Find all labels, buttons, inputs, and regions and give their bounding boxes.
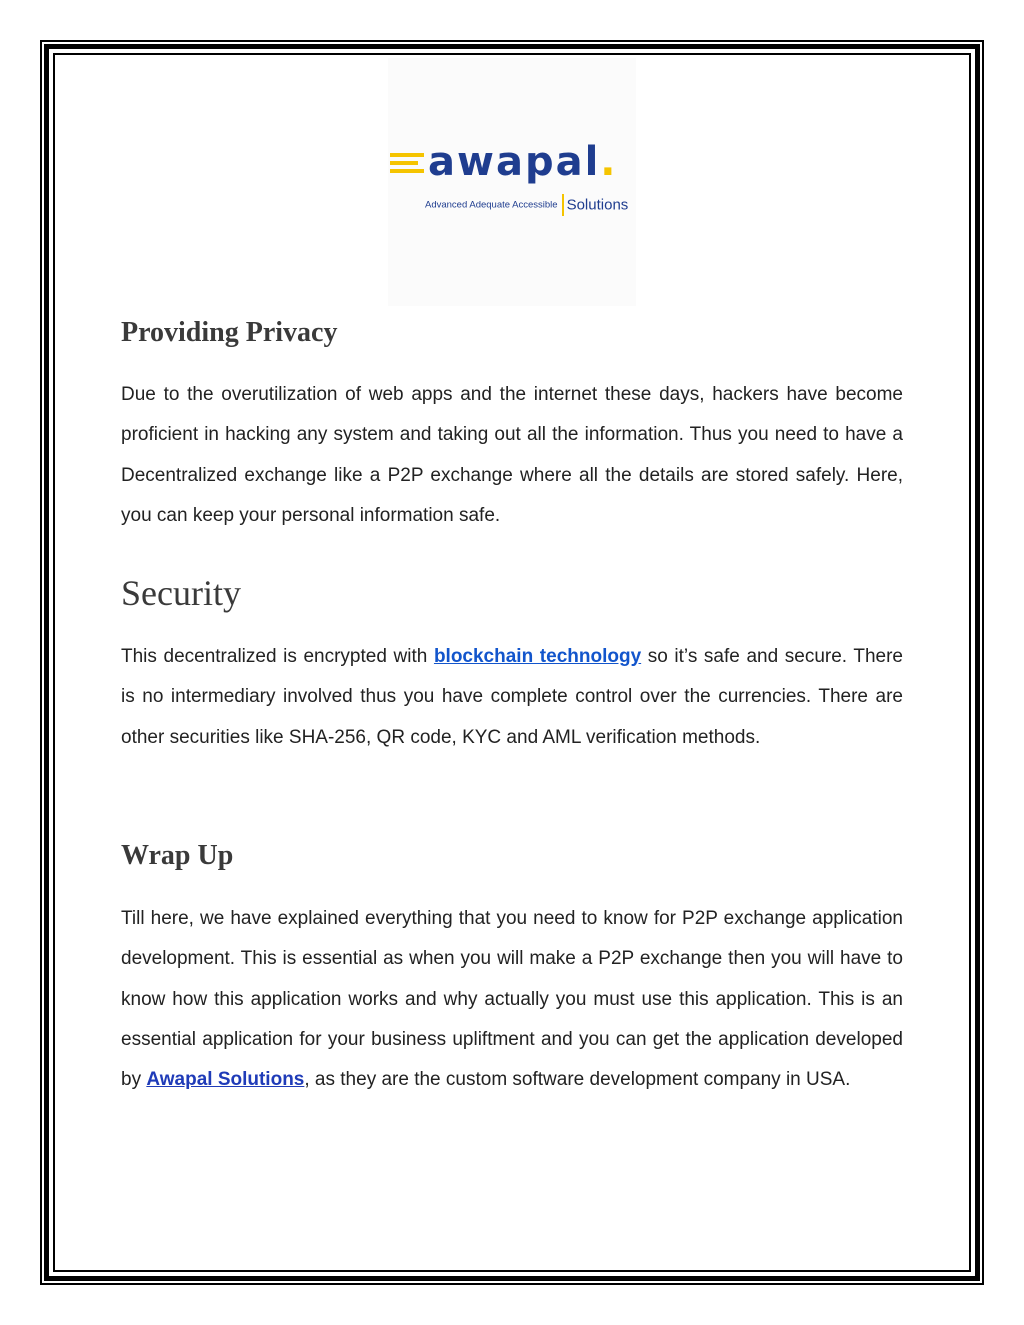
- heading-providing-privacy: Providing Privacy: [121, 317, 338, 348]
- logo-suffix: Solutions: [566, 196, 629, 214]
- logo-stripes-icon: [390, 153, 424, 177]
- paragraph-privacy: Due to the overutilization of web apps and the internet these days, hackers have become proficient in hacking any system and taking out all the information. Thus you need to have a Decentralized exchange like a P2P exchange where all the details are stored safely. Here, you can keep your personal information safe.: [121, 384, 903, 526]
- heading-wrap-up: Wrap Up: [121, 840, 234, 871]
- paragraph-wrap-up: Till here, we have explained everything that you need to know for P2P exchange application development. This is essential as when you will make a P2P exchange then you will have to know how this application works and why actually you must use this application. This is an essential application for your business upliftment and you can get the application developed by Awapal Solutions, as they are the custom software development company in USA.: [121, 908, 903, 1091]
- awapal-solutions-link[interactable]: Awapal Solutions: [146, 1069, 305, 1091]
- logo-tagline: Advanced Adequate Accessible Solutions: [425, 194, 628, 216]
- company-logo: [388, 58, 636, 306]
- blockchain-technology-link[interactable]: blockchain technology: [433, 646, 642, 667]
- paragraph-security: This decentralized is encrypted with blockchain technology so it’s safe and secure. There is no intermediary involved thus you have complete control over the currencies. There are other securities like SHA-256, QR code, KYC and AML verification methods.: [121, 646, 903, 748]
- heading-security: Security: [121, 573, 241, 613]
- logo-wordmark: awapal.: [428, 139, 618, 185]
